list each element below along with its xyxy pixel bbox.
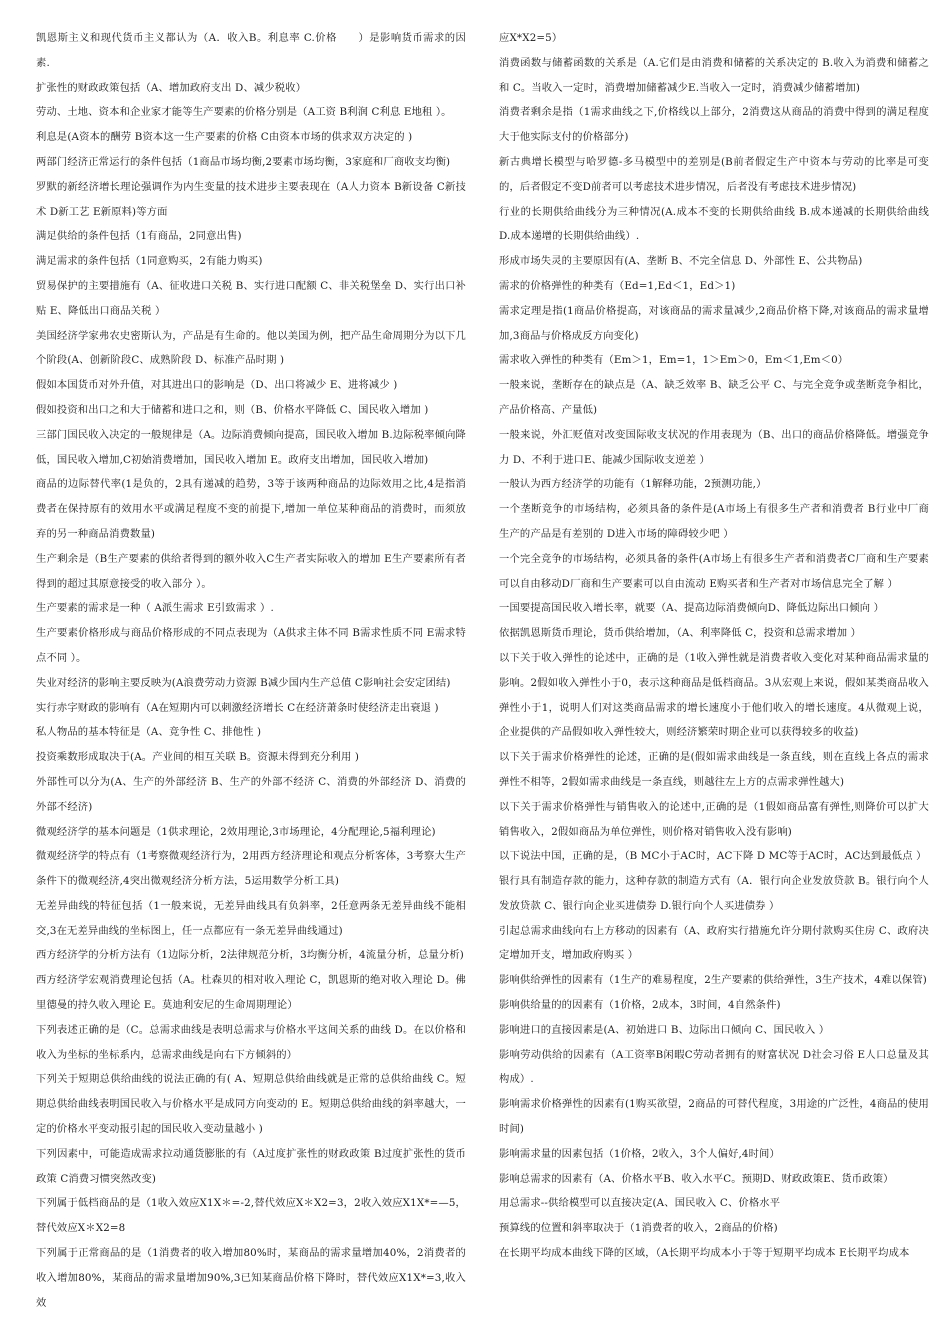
paragraph: 行业的长期供给曲线分为三种情况(A.成本不变的长期供给曲线 B.成本递减的长期供给曲线 D.成本递增的长期供给曲线）. — [499, 205, 929, 243]
paragraph: 应X*X2=5） — [499, 32, 563, 44]
paragraph: 一般认为西方经济学的功能有（1解释功能，2预测功能,） — [499, 478, 767, 491]
paragraph: 消费函数与储蓄函数的关系是（A.它们是由消费和储蓄的关系决定的 B.收入为消费和储蓄之和 C。当收入一定时，消费增加储蓄减少E.当收入一定时，消费减少储蓄增加) — [499, 56, 929, 94]
paragraph: 新古典增长模型与哈罗德-多马模型中的差别是(B前者假定生产中资本与劳动的比率是可变的，后者假定不变D前者可以考虑技术进步情况，后者没有考虑技术进步情况) — [499, 155, 929, 193]
paragraph: 西方经济学宏观消费理论包括（A。杜森贝的相对收入理论 C，凯恩斯的绝对收入理论 D。佛里德曼的持久收入理论 E。莫迪利安尼的生命周期理论） — [36, 974, 466, 1012]
paragraph: 失业对经济的影响主要反映为(A浪费劳动力资源 B减少国内生产总值 C影响社会安定团结) — [36, 676, 451, 689]
paragraph: 美国经济学家弗农史密斯认为，产品是有生命的。他以美国为例，把产品生命周期分为以下几个阶段(A、创新阶段C、成熟阶段 D、标准产品时期 ) — [36, 329, 466, 367]
paragraph: 预算线的位置和斜率取决于（1消费者的收入，2商品的价格) — [499, 1222, 778, 1235]
paragraph: 一国要提高国民收入增长率，就要（A、提高边际消费倾向D、降低边际出口倾向 ） — [499, 602, 885, 615]
paragraph: 一般来说，外汇贬值对改变国际收支状况的作用表现为（B、出口的商品价格降低。增强竞争力 D、不利于进口E、能减少国际收支逆差 ） — [499, 428, 929, 466]
paragraph: 西方经济学的分析方法有（1边际分析，2法律规范分析，3均衡分析，4流量分析，总量分析) — [36, 949, 464, 962]
paragraph: 需求的价格弹性的种类有（Ed=1,Ed＜1，Ed＞1) — [499, 279, 736, 292]
paragraph: 投资乘数形成取决于(A。产业间的相互关联 B。资源未得到充分利用 ) — [36, 751, 359, 764]
paragraph: 影响需求价格弹性的因素有(1购买欲望，2商品的可替代程度，3用途的广泛性，4商品的使用时间) — [499, 1098, 929, 1136]
paragraph: 劳动、土地、资本和企业家才能等生产要素的价格分别是（A工资 B利润 C利息 E地租 ）。 — [36, 106, 452, 119]
paragraph: 满足需求的条件包括（1同意购买，2有能力购买) — [36, 255, 263, 268]
paragraph: 实行赤字财政的影响有（A在短期内可以刺激经济增长 C在经济萧条时使经济走出衰退 ) — [36, 701, 439, 714]
paragraph: 需求收入弹性的种类有（Em＞1，Em=1，1＞Em＞0，Em＜1,Em＜0） — [499, 354, 849, 367]
paragraph: 私人物品的基本特征是（A、竞争性 C、排他性 ) — [36, 726, 262, 739]
paragraph: 影响需求量的因素包括（1价格，2收入，3个人偏好,4时间） — [499, 1147, 780, 1160]
paragraph: 下列表述正确的是（C。总需求曲线是表明总需求与价格水平这间关系的曲线 D。在以价格和收入为坐标的坐标系内，总需求曲线是向右下方倾斜的） — [36, 1023, 466, 1061]
paragraph: 罗默的新经济增长理论强调作为内生变量的技术进步主要表现在（A人力资本 B新设备 C新技术 D新工艺 E新原料)等方面 — [36, 180, 466, 218]
paragraph: 依据凯恩斯货币理论，货币供给增加，（A、利率降低 C，投资和总需求增加 ） — [499, 627, 862, 640]
paragraph: 需求定理是指(1商品价格提高，对该商品的需求量减少,2商品价格下降,对该商品的需求量增加,3商品与价格成反方向变化) — [499, 304, 929, 342]
paragraph: 以下说法中国，正确的是，（B MC小于AC时，AC下降 D MC等于AC时，AC达到最低点 ） — [499, 850, 927, 863]
paragraph: 满足供给的条件包括（1有商品，2同意出售) — [36, 230, 242, 243]
paragraph: 扩张性的财政政策包括（A、增加政府支出 D、减少税收） — [36, 81, 307, 94]
paragraph: 无差异曲线的特征包括（1一般来说，无差异曲线具有负斜率，2任意两条无差异曲线不能相交,3在无差异曲线的坐标图上，任一点都应有一条无差异曲线通过) — [36, 899, 466, 937]
paragraph: 一个完全竞争的市场结构，必须具备的条件(A市场上有很多生产者和消费者C厂商和生产要素可以自由移动D厂商和生产要素可以自由流动 E购买者和生产者对市场信息完全了解 ） — [499, 552, 929, 590]
paragraph: 凯恩斯主义和现代货币主义都认为（A．收入B。利息率 C.价格 ）是影响货币需求的因素. — [36, 32, 466, 69]
paragraph: 商品的边际替代率(1是负的，2具有递减的趋势，3等于该两种商品的边际效用之比,4是指消费者在保持原有的效用水平或满足程度不变的前提下,增加一单位某种商品的消费时，而须放弃的另一种商品消费数量) — [36, 478, 466, 540]
paragraph: 微观经济学的特点有（1考察微观经济行为，2用西方经济理论和观点分析客体，3考察大生产条件下的微观经济,4突出微观经济分析方法，5运用数学分析工具) — [36, 850, 466, 888]
paragraph: 消费者剩余是指（1需求曲线之下,价格线以上部分，2消费这从商品的消费中得到的满足程度大于他实际支付的价格部分) — [499, 106, 929, 144]
paragraph: 下列关于短期总供给曲线的说法正确的有( A、短期总供给曲线就是正常的总供给曲线 C。短期总供给曲线表明国民收入与价格水平是成同方向变动的 E。短期总供给曲线的斜率越大，一定的价格水平变动报引起的国民收入变动量越小 ) — [36, 1073, 466, 1136]
paragraph: 假如本国货币对外升值，对其进出口的影响是（D、出口将减少 E、进将减少 ) — [36, 379, 398, 392]
paragraph: 影响供给量的的因素有（1价格，2成本，3时间，4自然条件) — [499, 999, 781, 1012]
paragraph: 假如投资和出口之和大于储蓄和进口之和，则（B、价格水平降低 C、国民收入增加 ) — [36, 403, 429, 416]
paragraph: 影响进口的直接因素是(A、初始进口 B、边际出口倾向 C、国民收入 ） — [499, 1023, 830, 1036]
paragraph: 生产要素价格形成与商品价格形成的不同点表现为（A供求主体不同 B需求性质不同 E需求特点不同 ）。 — [36, 627, 466, 664]
paragraph: 贸易保护的主要措施有（A、征收进口关税 B、实行进口配额 C、非关税堡垒 D、实行出口补贴 E、降低出口商品关税 ） — [36, 279, 466, 317]
paragraph: 三部门国民收入决定的一般规律是（A。边际消费倾向提高，国民收入增加 B.边际税率倾向降低，国民收入增加,C初始消费增加，国民收入增加 E。政府支出增加，国民收入增加) — [36, 428, 466, 466]
paragraph: 下列属于低档商品的是（1收入效应X1X＊=-2,替代效应X＊X2=3，2收入效应X1X*=—5，替代效应X＊X2=8 — [36, 1197, 466, 1235]
paragraph: 生产要素的需求是一种（ A派生需求 E引致需求 ）. — [36, 602, 274, 615]
paragraph: 影响总需求的因素有（A、价格水平B、收入水平C。预期D、财政政策E、货币政策） — [499, 1172, 894, 1185]
paragraph: 以下关于需求价格弹性与销售收入的论述中,正确的是（1假如商品富有弹性,则降价可以扩大销售收入，2假如商品为单位弹性，则价格对销售收入没有影响) — [499, 800, 929, 838]
paragraph: 生产剩余是（B生产要素的供给者得到的额外收入C生产者实际收入的增加 E生产要素所有者得到的超过其原意接受的收入部分 ）。 — [36, 552, 466, 590]
paragraph: 一个垄断竞争的市场结构，必须具备的条件是(A市场上有很多生产者和消费者 B行业中厂商生产的产品是有差别的 D进入市场的障碍较少吧 ） — [499, 503, 929, 540]
paragraph: 影响劳动供给的因素有（A工资率B闲暇C劳动者拥有的财富状况 D社会习俗 E人口总量及其构成）. — [499, 1048, 929, 1086]
paragraph: 利息是(A资本的酬劳 B资本这一生产要素的价格 C由资本市场的供求双方决定的 ) — [36, 131, 413, 144]
paragraph: 一般来说，垄断存在的缺点是（A、缺乏效率 B、缺乏公平 C、与完全竞争或垄断竞争相比，产品价格高、产量低) — [499, 379, 929, 416]
paragraph: 微观经济学的基本问题是（1供求理论，2效用理论,3市场理论，4分配理论,5福利理论) — [36, 825, 436, 838]
paragraph: 形成市场失灵的主要原因有(A、垄断 B、不完全信息 D、外部性 E、公共物品) — [499, 255, 863, 268]
paragraph: 在长期平均成本曲线下降的区域，（A长期平均成本小于等于短期平均成本 E长期平均成本 — [499, 1247, 910, 1260]
paragraph: 银行具有制造存款的能力，这种存款的制造方式有（A．银行向企业发放贷款 B。银行向个人发放贷款 C、银行向企业买进债券 D.银行向个人买进债券 ） — [499, 875, 929, 912]
paragraph: 两部门经济正常运行的条件包括（1商品市场均衡,2要素市场均衡，3家庭和厂商收支均衡) — [36, 155, 451, 168]
paragraph: 用总需求--供给模型可以直接决定(A、国民收入 C、价格水平 — [499, 1197, 781, 1210]
paragraph: 外部性可以分为(A、生产的外部经济 B、生产的外部不经济 C、消费的外部经济 D、消费的外部不经济) — [36, 775, 466, 813]
paragraph: 影响供给弹性的因素有（1生产的难易程度，2生产要素的供给弹性，3生产技术，4难以保管) — [499, 974, 927, 987]
right-column — [499, 26, 929, 1266]
left-column — [36, 26, 466, 1315]
paragraph: 下列因素中，可能造成需求拉动通货膨胀的有（A过度扩张性的财政政策 B过度扩张性的货币政策 C消费习惯突然改变) — [36, 1147, 466, 1185]
paragraph: 下列属于正常商品的是（1消费者的收入增加80%时，某商品的需求量增加40%，2消费者的收入增加80%，某商品的需求量增加90%,3已知某商品价格下降时，替代效应X1X*=3,收入效 — [36, 1247, 466, 1309]
paragraph: 引起总需求曲线向右上方移动的因素有（A、政府实行措施允许分期付款购买住房 C、政府决定增加开支，增加政府购买 ） — [499, 924, 929, 962]
paragraph: 以下关于收入弹性的论述中，正确的是（1收入弹性就是消费者收入变化对某种商品需求量的影响。2假如收入弹性小于0，表示这种商品是低档商品。3从宏观上来说，假如某类商品收入弹性小于1，说明人们对这类商品需求的增长速度小于他们收入的增长速度。4从微观上说，企业提供的产品假如收入弹性较大，则经济繁荣时期企业可以获得较多的收益) — [499, 651, 929, 739]
paragraph: 以下关于需求价格弹性的论述，正确的是(假如需求曲线是一条直线，则在直线上各点的需求弹性不相等，2假如需求曲线是一条直线，则越往左上方的点需求弹性越大) — [499, 751, 929, 788]
